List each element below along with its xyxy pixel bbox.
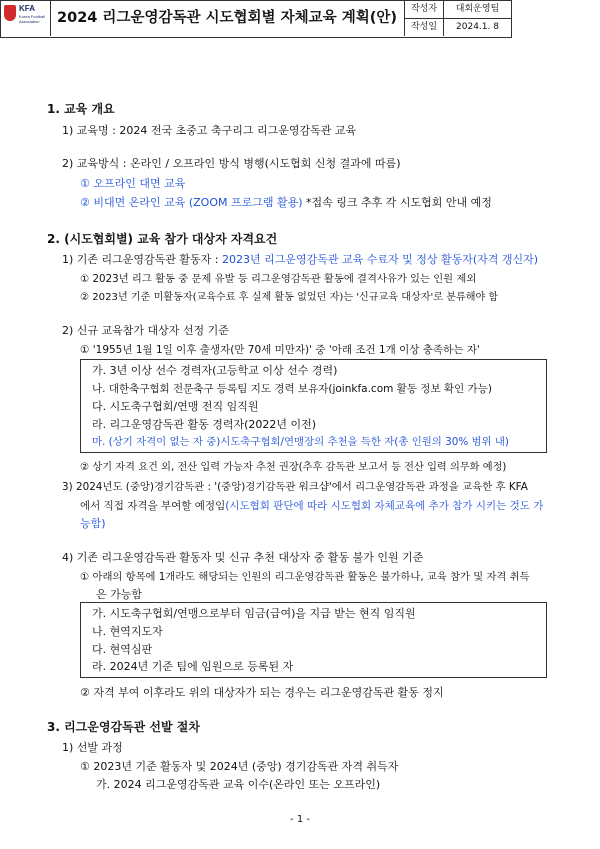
text-line: ② 상기 자격 요건 외, 전산 입력 가능자 추천 권장(추후 감독관 보고서 등 전산 입력 의무화 예정) [80, 462, 507, 473]
highlight-span: (시도협회 판단에 따라 시도협회 자체교육에 추가 참가 시키는 것도 가 [225, 500, 544, 512]
box-item: 다. 현역심판 [92, 643, 153, 656]
text-line-highlight: ① 오프라인 대면 교육 [80, 177, 186, 190]
text-line: ② 자격 부여 이후라도 위의 대상자가 되는 경우는 리그운영감독관 활동 정지 [80, 686, 444, 699]
text-line: ① 아래의 항목에 1개라도 해당되는 인원의 리그운영감독관 활동은 불가하나, 교육 참가 및 자격 취득 [80, 571, 530, 583]
box-item-highlight: 마. (상기 자격이 없는 자 중)시도축구협회/연맹장의 추천을 득한 자(총 인원의 30% 범위 내) [92, 436, 509, 448]
box-item: 다. 시도축구협회/연맹 전직 임직원 [92, 400, 259, 413]
logo-text: KFA [19, 4, 35, 13]
box-item: 나. 현역지도자 [92, 625, 163, 638]
meta-table [404, 0, 511, 36]
text-line: ① 2023년 리그 활동 중 문제 유발 등 리그운영감독관 활동에 결격사유가 있는 인원 제외 [80, 273, 477, 285]
text-span: 1) 기존 리그운영감독관 활동자 : [62, 253, 222, 266]
text-line: ① '1955년 1월 1일 이후 출생자(만 70세 미만자)' 중 '아래 조건 1개 이상 충족하는 자' [80, 344, 480, 356]
highlight-span: 2023년 리그운영감독관 교육 수료자 및 정상 활동자(자격 갱신자) [222, 253, 539, 266]
meta-label: 작성일 [405, 18, 444, 36]
text-line: 2) 신규 교육참가 대상자 선정 기준 [62, 324, 229, 337]
meta-value: 대회운영팀 [455, 4, 500, 14]
text-line: ② 2023년 기준 미활동자(교육수료 후 실제 활동 없었던 자)는 '신규교육 대상자'로 분류해야 함 [80, 292, 499, 303]
meta-row-author [405, 0, 511, 19]
text-line: 은 가능함 [96, 588, 143, 601]
text-line: 3) 2024년도 (중앙)경기감독관 : '(중앙)경기감독관 워크샵'에서 리그운영감독관 과정을 교육한 후 KFA [62, 481, 528, 493]
logo-subtext: Korea Football Association [19, 14, 46, 24]
box-item: 라. 2024년 기준 팀에 임원으로 등록된 자 [92, 660, 294, 673]
text-line: 1) 선발 과정 [62, 741, 123, 754]
shield-icon [4, 5, 16, 21]
text-line [62, 253, 538, 267]
page-title: 2024 리그운영감독관 시도협회별 자체교육 계획(안) [57, 10, 397, 26]
meta-row-date [405, 18, 511, 36]
text-span: 에서 직접 자격을 부여할 예정임 [80, 500, 226, 512]
text-line: 1) 교육명 : 2024 전국 초중고 축구리그 리그운영감독관 교육 [62, 124, 357, 137]
section-heading: 3. 리그운영감독관 선발 절차 [47, 720, 200, 734]
box-item: 라. 리그운영감독관 활동 경력자(2022년 이전) [92, 418, 317, 431]
section-heading: 1. 교육 개요 [47, 102, 115, 116]
text-line [80, 499, 543, 513]
text-span: *접속 링크 추후 각 시도협회 안내 예정 [302, 196, 492, 209]
page-number: - 1 - [290, 814, 310, 825]
text-line: ① 2023년 기준 활동자 및 2024년 (중앙) 경기감독관 자격 취득자 [80, 760, 399, 773]
box-item: 나. 대한축구협회 전문축구 등록팀 지도 경력 보유자(joinkfa.com 활동 정보 확인 가능) [92, 383, 492, 395]
highlight-span: ② 비대면 온라인 교육 (ZOOM 프로그램 활용) [80, 196, 303, 209]
text-line [80, 196, 492, 210]
meta-label: 작성자 [405, 0, 444, 18]
text-line-highlight: 능함) [80, 517, 106, 530]
kfa-logo [0, 0, 51, 36]
text-line: 4) 기존 리그운영감독관 활동자 및 신규 추천 대상자 중 활동 불가 인원 기준 [62, 551, 424, 564]
box-item: 가. 3년 이상 선수 경력자(고등학교 이상 선수 경력) [92, 364, 338, 377]
meta-value: 2024.1. 8 [456, 22, 499, 32]
section-heading: 2. (시도협회별) 교육 참가 대상자 자격요건 [47, 232, 278, 246]
box-item: 가. 시도축구협회/연맹으로부터 임금(급여)을 지급 받는 현직 임직원 [92, 607, 416, 620]
document-header [0, 0, 512, 38]
text-line: 2) 교육방식 : 온라인 / 오프라인 방식 병행(시도협회 신청 결과에 따름) [62, 157, 401, 170]
text-line: 가. 2024 리그운영감독관 교육 이수(온라인 또는 오프라인) [96, 778, 381, 791]
